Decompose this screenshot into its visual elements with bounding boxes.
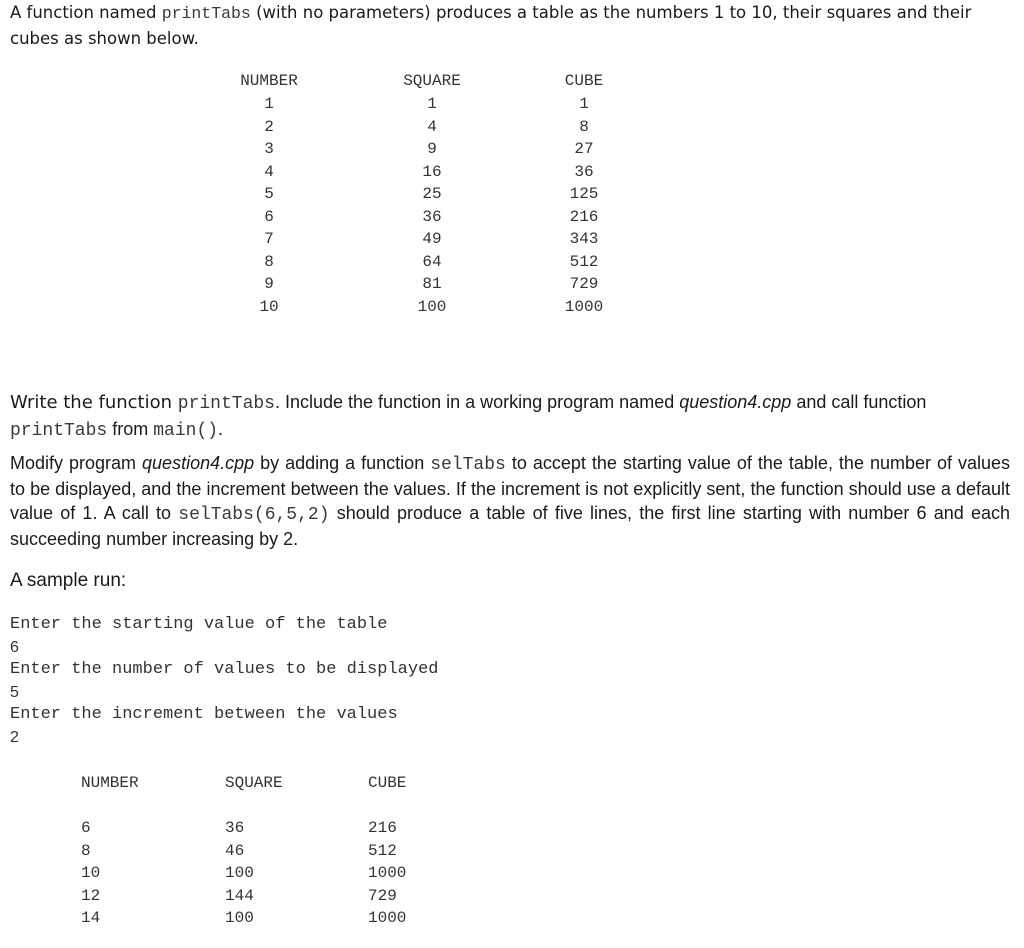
input-increment: 2 [10, 729, 19, 746]
task2-text-2: by adding a function [254, 453, 431, 473]
task2-paragraph [10, 451, 1010, 551]
task2-text-4: should produce a table of five lines, the first line starting with number 6 and each succeeding number increasing by 2. [10, 503, 1011, 549]
table1-cell-square: 64 [422, 252, 442, 271]
task2-code-seltabs: selTabs [430, 455, 506, 475]
task1-code-main: main() [153, 421, 219, 441]
intro-text-2: (with no parameters) produces a table as the numbers 1 to 10, their squares and their cubes as shown below. [10, 3, 972, 48]
table1-cell-number: 1 [264, 95, 274, 113]
table2-header-cube: CUBE [368, 774, 407, 792]
table2-cell-cube: 216 [368, 819, 397, 837]
table2-cell-number: 10 [81, 864, 101, 882]
table2-cell-square: 100 [225, 864, 254, 882]
task1-text-5: . [218, 419, 224, 439]
table1-cell-square: 81 [422, 275, 442, 293]
table1-cell-number: 10 [259, 297, 279, 316]
task2-code-seltabs-call: selTabs(6,5,2) [178, 505, 330, 525]
table1-cell-number: 8 [264, 252, 274, 271]
table1-cell-cube: 125 [569, 185, 599, 203]
table2-cell-cube: 729 [368, 886, 397, 905]
table1-cell-cube: 36 [574, 162, 594, 181]
table2-cell-cube: 1000 [368, 864, 407, 882]
task1-text-4: from [107, 419, 154, 439]
task1-paragraph [10, 390, 1010, 444]
table1-header-square: SQUARE [403, 72, 461, 90]
table1-cell-number: 2 [264, 117, 274, 136]
task2-filename: question4.cpp [142, 453, 255, 473]
intro-paragraph [10, 0, 1010, 51]
prompt-starting-value: Enter the starting value of the table [10, 615, 388, 634]
table2-cell-cube: 512 [368, 841, 397, 860]
task1-text-3: and call function [791, 392, 927, 412]
table1-cell-cube: 216 [569, 207, 599, 226]
input-number-of-values: 5 [10, 684, 19, 701]
sample-run-label: A sample run: [10, 570, 127, 591]
table2-cell-cube: 1000 [368, 909, 407, 927]
table2-cell-square: 36 [225, 819, 245, 837]
table2-cell-square: 144 [225, 886, 254, 905]
task2-text-1: Modify program [10, 453, 143, 473]
task1-filename: question4.cpp [679, 392, 792, 412]
input-starting-value: 6 [10, 639, 19, 656]
table1-cell-square: 1 [427, 95, 437, 113]
table1-cell-number: 6 [264, 207, 274, 226]
table1-header-cube: CUBE [564, 72, 604, 90]
task1-code-printtabs-2: printTabs [10, 421, 108, 441]
table2-cell-square: 46 [225, 841, 245, 860]
intro-code-printtabs: printTabs [161, 4, 251, 23]
table1-cell-square: 25 [422, 185, 442, 203]
table1-cell-cube: 512 [569, 252, 599, 271]
table2-cell-square: 100 [225, 909, 254, 927]
task1-code-printtabs: printTabs [177, 394, 275, 414]
table1-cell-cube: 1000 [564, 297, 604, 316]
intro-text-1: A function named [10, 3, 162, 22]
table1-cell-cube: 729 [569, 275, 599, 293]
table1-cell-square: 100 [417, 297, 447, 316]
table2-header-square: SQUARE [225, 774, 283, 792]
table2-cell-number: 8 [81, 841, 91, 860]
table1-cell-cube: 8 [579, 117, 589, 136]
table1-cell-square: 36 [422, 207, 442, 226]
table1-cell-square: 9 [427, 140, 437, 158]
task1-text-2: . Include the function in a working program named [274, 392, 680, 412]
table1-cell-cube: 1 [579, 95, 589, 113]
table1-cell-square: 16 [422, 162, 442, 181]
table1-cell-number: 5 [264, 185, 274, 203]
table1-cell-square: 49 [422, 230, 442, 248]
table2-cell-number: 12 [81, 886, 101, 905]
table1-cell-cube: 343 [569, 230, 599, 248]
table2-cell-number: 14 [81, 909, 101, 927]
task1-text-1: Write the function [10, 392, 178, 413]
table1-cell-cube: 27 [574, 140, 594, 158]
table1-cell-number: 9 [264, 275, 274, 293]
table2-cell-number: 6 [81, 819, 91, 837]
table1-header-number: NUMBER [240, 72, 298, 90]
prompt-increment: Enter the increment between the values [10, 705, 398, 724]
table1-cell-number: 7 [264, 230, 274, 248]
table1-cell-square: 4 [427, 117, 437, 136]
table1-cell-number: 4 [264, 162, 274, 181]
prompt-number-of-values: Enter the number of values to be displayed [10, 660, 439, 679]
table2-header-number: NUMBER [81, 774, 139, 792]
task2-text-3: to accept the starting value of the table, the number of values to be displayed, and the increment between the values. If the increment is not explicitly sent, the function should use a default value of 1. A call to [10, 453, 1011, 523]
table1-cell-number: 3 [264, 140, 274, 158]
